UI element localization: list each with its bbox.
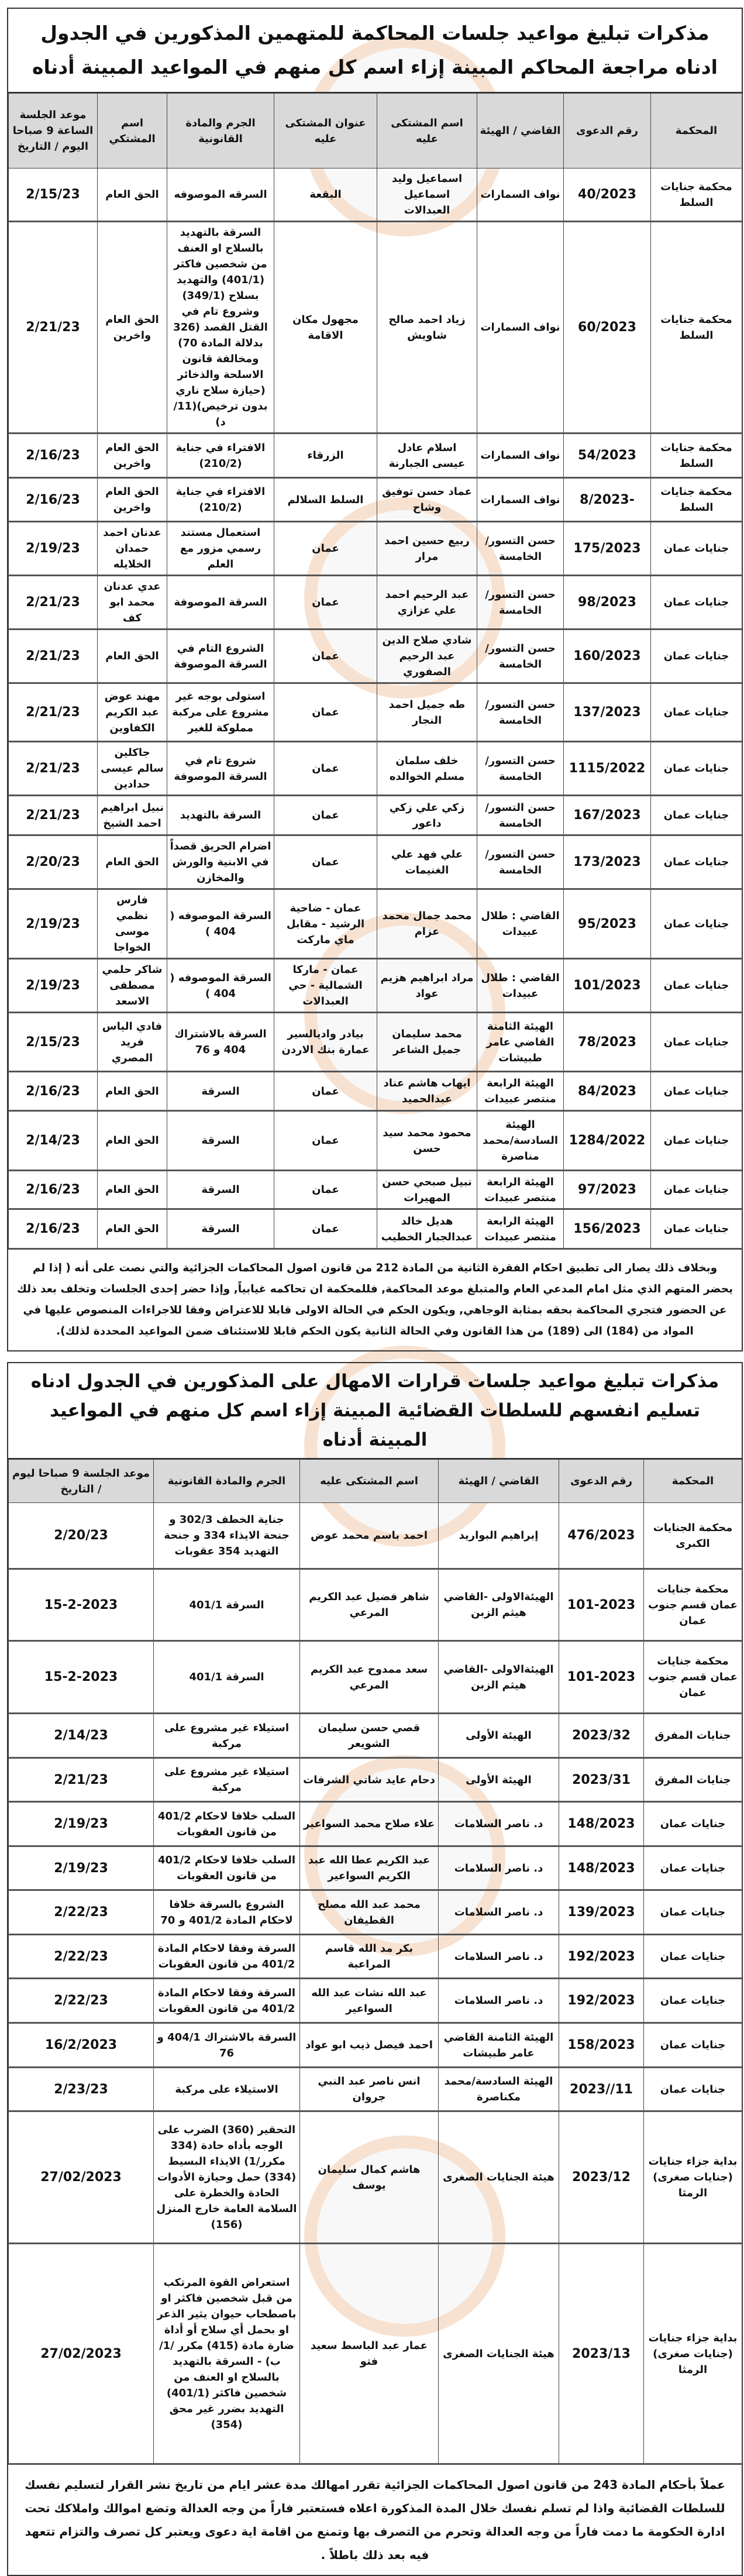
table-row	[9, 1714, 742, 1758]
cell-judge: الهيئة الأولى	[439, 1714, 559, 1758]
cell-case: 192/2023	[559, 1979, 644, 2023]
cell-case: 40/2023	[564, 168, 651, 222]
cell-accused: انس ناصر عبد النبي جروان	[300, 2068, 439, 2111]
cell-accused: اسماعيل وليد اسماعيل العبدالات	[377, 168, 477, 222]
cell-date: 2/16/23	[9, 434, 98, 478]
cell-complainant: الحق العام	[98, 1111, 167, 1171]
cell-crime: استولى بوجه غير مشروع على مركبة مملوكة للغير	[167, 683, 274, 742]
cell-case: 54/2023	[564, 434, 651, 478]
cell-case: 148/2023	[559, 1846, 644, 1890]
cell-crime: السرقة	[167, 1072, 274, 1111]
cell-complainant: شاكر حلمي مصطفى الاسعد	[98, 959, 167, 1013]
table-row	[9, 1171, 742, 1209]
cell-date: 2/16/23	[9, 1209, 98, 1249]
cell-date: 2/21/23	[9, 576, 98, 630]
cell-crime: السرقة	[167, 1209, 274, 1249]
cell-crime: استعمال مستند رسمي مزور مع العلم	[167, 522, 274, 576]
table-row	[9, 630, 742, 683]
table-row	[9, 1641, 742, 1714]
cell-accused: شاهر فضيل عبد الكريم المرعي	[300, 1569, 439, 1641]
cell-crime: استيلاء غير مشروع على مركبة	[154, 1758, 300, 1802]
cell-accused: زياد احمد صالح شاويش	[377, 222, 477, 434]
header-crime: الجرم والمادة القانونية	[154, 1460, 300, 1503]
cell-case: 175/2023	[564, 522, 651, 576]
cell-accused: اسلام عادل عيسى الجبارنة	[377, 434, 477, 478]
table-header-row	[9, 1460, 742, 1503]
header-address: عنوان المشتكى عليه	[274, 94, 377, 168]
cell-crime: السرقة	[167, 1171, 274, 1209]
cell-crime: السرقة 401/1	[154, 1569, 300, 1641]
cell-court: محكمة جنايات السلط	[651, 478, 742, 522]
cell-case: 137/2023	[564, 683, 651, 742]
cell-judge: نواف السمارات	[477, 168, 564, 222]
cell-case: 156/2023	[564, 1209, 651, 1249]
cell-date: 27/02/2023	[9, 2111, 154, 2244]
table-row	[9, 1802, 742, 1846]
cell-judge: حسن التسور/ الخامسة	[477, 630, 564, 683]
cell-accused: مراد ابراهيم هزيم عواد	[377, 959, 477, 1013]
table-row	[9, 835, 742, 889]
cell-date: 2/23/23	[9, 2068, 154, 2111]
cell-judge: الهيئة الرابعة منتصر عبيدات	[477, 1171, 564, 1209]
cell-date: 2/14/23	[9, 1111, 98, 1171]
cell-court: جنايات عمان	[644, 1935, 742, 1979]
cell-date: 2/21/23	[9, 683, 98, 742]
grace-notice-section	[7, 1362, 743, 2576]
cell-court: جنايات عمان	[651, 959, 742, 1013]
cell-date: 2/20/23	[9, 835, 98, 889]
cell-case: 11//2023	[559, 2068, 644, 2111]
cell-judge: الهيئةالاولى -القاضي هيثم الزبن	[439, 1569, 559, 1641]
cell-judge: الهيئة السادسة/محمد مكناصرة	[439, 2068, 559, 2111]
cell-address: عمان - ضاحية الرشيد - مقابل ماي ماركت	[274, 889, 377, 959]
cell-crime: السرقة الموصوفه ( 404 )	[167, 959, 274, 1013]
legal-note-article-212: وبخلاف ذلك يصار الى تطبيق احكام الفقرة الثانية من المادة 212 من قانون اصول المحاكمات الجزائية والتي نصت على أنه ( إذا لم يحضر المتهم الذي مثل امام المدعي العام والمتبلغ موعد المحاكمة, فللمحكمة ان تحاكمه غيابياً, وإذا حضر إحدى الجلسات وتخلف بعد ذلك عن الحضور فتجري المحاكمة بحقه بمثابة الوجاهي, ويكون الحكم في الحالة الاولى قابلا للاعتراض وفقا للاجراءات المنصوص عليها في المواد من (184) الى (189) من هذا القانون وفي الحالة الثانية يكون الحكم قابلا للاستئناف ضمن المواعيد المحددة لذلك).	[16, 1262, 733, 1337]
header-case-number: رقم الدعوى	[559, 1460, 644, 1503]
cell-case: 95/2023	[564, 889, 651, 959]
cell-date: 2/21/23	[9, 796, 98, 835]
cell-court: جنايات المفرق	[644, 1714, 742, 1758]
cell-court: محكمة جنايات السلط	[651, 222, 742, 434]
cell-case: 98/2023	[564, 576, 651, 630]
cell-crime: التحقير (360) الضرب على الوجه بأداه حادة (334 مكرر/1) الايذاء البسيط (334) حمل وحيازة الأدوات الحادة والخطرة على السلامة العامة خارج المنزل (156)	[154, 2111, 300, 2244]
cell-judge: الهيئة الأولى	[439, 1758, 559, 1802]
cell-case: 148/2023	[559, 1802, 644, 1846]
cell-crime: الشروع بالسرقة خلافا لاحكام المادة 401/2 و 70	[154, 1890, 300, 1935]
cell-complainant: الحق العام واخرين	[98, 222, 167, 434]
cell-judge: القاضي : طلال عبيدات	[477, 889, 564, 959]
cell-date: 15-2-2023	[9, 1569, 154, 1641]
cell-case: 97/2023	[564, 1171, 651, 1209]
cell-judge: هيئة الجنايات الصغرى	[439, 2244, 559, 2464]
trial-schedule-table	[8, 93, 742, 1250]
cell-judge: الهيئة الثامنة القاضي عامر طبيشات	[477, 1013, 564, 1072]
cell-case: 1284/2022	[564, 1111, 651, 1171]
cell-judge: الهيئة السادسة/محمد مناصرة	[477, 1111, 564, 1171]
table-row	[9, 478, 742, 522]
cell-accused: محمود محمد سيد حسن	[377, 1111, 477, 1171]
cell-accused: احمد فيصل ذيب ابو عواد	[300, 2023, 439, 2068]
cell-address: عمان	[274, 683, 377, 742]
cell-judge: الهيئة الثامنة القاضي عامر طبيشات	[439, 2023, 559, 2068]
cell-accused: دحام عايد شاتي الشرفات	[300, 1758, 439, 1802]
header-session-date: موعد الجلسة الساعة 9 صباحا اليوم / التاريخ	[9, 94, 98, 168]
cell-court: جنايات عمان	[651, 889, 742, 959]
cell-date: 2/16/23	[9, 478, 98, 522]
cell-accused: عبد الكريم عطا الله عبد الكريم السواعير	[300, 1846, 439, 1890]
cell-court: جنايات عمان	[651, 1013, 742, 1072]
cell-accused: عبد الرحيم احمد علي عزازي	[377, 576, 477, 630]
table-row	[9, 2023, 742, 2068]
cell-accused: قصي حسن سليمان الشويعر	[300, 1714, 439, 1758]
cell-date: 2/15/23	[9, 1013, 98, 1072]
cell-court: جنايات عمان	[651, 576, 742, 630]
cell-address: عمان	[274, 630, 377, 683]
cell-crime: السلب خلافا لاحكام 401/2 من قانون العقوبات	[154, 1846, 300, 1890]
cell-crime: السرقة وفقا لاحكام المادة 401/2 من قانون العقوبات	[154, 1979, 300, 2023]
trial-notice-section	[7, 8, 743, 1351]
cell-accused: هديل خالد عبدالجبار الخطيب	[377, 1209, 477, 1249]
table-row	[9, 1111, 742, 1171]
table-row	[9, 2068, 742, 2111]
cell-case: 101/2023	[564, 959, 651, 1013]
cell-crime: السرقة وفقا لاحكام المادة 401/2 من قانون العقوبات	[154, 1935, 300, 1979]
cell-address: مجهول مكان الاقامة	[274, 222, 377, 434]
cell-crime: السرقة بالتهديد بالسلاح او العنف من شخصين فاكثر (401/1) والتهديد بسلاح (349/1) وشروع تام في القتل القصد (326 بدلالة المادة 70) ومخالفة قانون الاسلحة والذخائر (حيازة سلاح ناري بدون ترخيص)(11/د)	[167, 222, 274, 434]
cell-judge: حسن التسور/ الخامسة	[477, 796, 564, 835]
cell-case: -8/2023	[564, 478, 651, 522]
cell-address: عمان	[274, 1171, 377, 1209]
cell-court: جنايات عمان	[651, 1111, 742, 1171]
cell-crime: اضرام الحريق قصداً في الابنية والورش والمخازن	[167, 835, 274, 889]
cell-crime: شروع تام في السرقة الموصوفة	[167, 742, 274, 796]
table-row	[9, 168, 742, 222]
cell-accused: هاشم كمال سليمان يوسف	[300, 2111, 439, 2244]
cell-judge: إبراهيم البواريد	[439, 1503, 559, 1569]
cell-case: 78/2023	[564, 1013, 651, 1072]
cell-date: 27/02/2023	[9, 2244, 154, 2464]
cell-date: 2/19/23	[9, 1846, 154, 1890]
cell-judge: حسن التسور/ الخامسة	[477, 522, 564, 576]
cell-date: 2/22/23	[9, 1935, 154, 1979]
cell-case: 2023/12	[559, 2111, 644, 2244]
table-row	[9, 1072, 742, 1111]
cell-case: 2023/31	[559, 1758, 644, 1802]
cell-crime: الاستيلاء على مركبة	[154, 2068, 300, 2111]
header-accused: اسم المشتكى عليه	[377, 94, 477, 168]
table-row	[9, 1846, 742, 1890]
cell-complainant: الحق العام	[98, 168, 167, 222]
cell-case: 476/2023	[559, 1503, 644, 1569]
cell-complainant: الحق العام	[98, 1072, 167, 1111]
cell-complainant: فادي الياس فريد المصري	[98, 1013, 167, 1072]
cell-case: 139/2023	[559, 1890, 644, 1935]
cell-date: 2/19/23	[9, 889, 98, 959]
cell-court: جنايات عمان	[644, 1979, 742, 2023]
cell-date: 2/20/23	[9, 1503, 154, 1569]
header-judge: القاضي / الهيئة	[477, 94, 564, 168]
cell-judge: نواف السمارات	[477, 478, 564, 522]
cell-accused: عمار عبد الباسط سعيد فتو	[300, 2244, 439, 2464]
table-row	[9, 2111, 742, 2244]
cell-complainant: الحق العام	[98, 1171, 167, 1209]
cell-judge: د. ناصر السلامات	[439, 1846, 559, 1890]
grace-notice-title: مذكرات تبليغ مواعيد جلسات قرارات الامهال على المذكورين في الجدول ادناه تسليم انفسهم للسلطات القضائية المبينة إزاء اسم كل منهم في المواعيد المبينة أدناه	[8, 1363, 742, 1459]
cell-judge: حسن التسور/ الخامسة	[477, 835, 564, 889]
table-row	[9, 522, 742, 576]
cell-address: بيادر واديالسير عمارة بنك الاردن	[274, 1013, 377, 1072]
cell-case: 60/2023	[564, 222, 651, 434]
cell-address: عمان	[274, 742, 377, 796]
cell-court: جنايات عمان	[651, 522, 742, 576]
cell-date: 2/19/23	[9, 522, 98, 576]
table-row	[9, 1890, 742, 1935]
header-session-date: موعد الجلسة 9 صباحا ليوم / التاريخ	[9, 1460, 154, 1503]
table-row	[9, 2244, 742, 2464]
table-row	[9, 1503, 742, 1569]
cell-date: 2/16/23	[9, 1072, 98, 1111]
cell-judge: حسن التسور/ الخامسة	[477, 576, 564, 630]
header-case-number: رقم الدعوى	[564, 94, 651, 168]
cell-court: بداية جزاء جنايات (جنايات صغرى) الرمثا	[644, 2244, 742, 2464]
table-row	[9, 1758, 742, 1802]
cell-crime: الافتراء في جناية (210/2)	[167, 478, 274, 522]
cell-address: الزرقاء	[274, 434, 377, 478]
cell-court: جنايات عمان	[651, 796, 742, 835]
cell-accused: بكر مد الله قاسم المراعبة	[300, 1935, 439, 1979]
cell-court: جنايات عمان	[651, 742, 742, 796]
cell-court: جنايات عمان	[651, 835, 742, 889]
cell-crime: السرقة الموصوفه ( 404 )	[167, 889, 274, 959]
table-row	[9, 1013, 742, 1072]
cell-address: عمان - ماركا الشمالية - حي العبدالات	[274, 959, 377, 1013]
cell-crime: السرقة الموصوفة	[167, 576, 274, 630]
cell-judge: د. ناصر السلامات	[439, 1935, 559, 1979]
cell-case: 101-2023	[559, 1569, 644, 1641]
cell-court: جنايات عمان	[651, 630, 742, 683]
legal-note-article-243: عملاً بأحكام المادة 243 من قانون اصول المحاكمات الجزائية تقرر امهالك مدة عشر ايام من تاريخ نشر القرار لتسليم نفسك للسلطات القضائية واذا لم تسلم نفسك خلال المدة المذكورة اعلاه فستعتبر فاراً من وجه العدالة وتضع اموالك واملاكك تحت ادارة الحكومة ما دمت فاراً من وجه العدالة وتحرم من التصرف بها وتمنع من اقامة اية دعوى ويعتبر كل تصرف والتزام تتعهد فيه بعد ذلك باطلاً .	[25, 2478, 725, 2562]
cell-case: 2023/32	[559, 1714, 644, 1758]
cell-date: 2/19/23	[9, 959, 98, 1013]
cell-date: 2/21/23	[9, 742, 98, 796]
table-row	[9, 796, 742, 835]
cell-court: جنايات عمان	[651, 1072, 742, 1111]
cell-crime: السرقة 401/1	[154, 1641, 300, 1714]
cell-date: 2/19/23	[9, 1802, 154, 1846]
header-crime: الجرم والمادة القانونية	[167, 94, 274, 168]
cell-court: بداية جزاء جنايات (جنايات صغرى) الرمثا	[644, 2111, 742, 2244]
cell-complainant: الحق العام	[98, 630, 167, 683]
table-row	[9, 576, 742, 630]
cell-judge: القاضي : طلال عبيدات	[477, 959, 564, 1013]
cell-case: 173/2023	[564, 835, 651, 889]
table-row	[9, 1209, 742, 1249]
cell-complainant: الحق العام	[98, 835, 167, 889]
table-row	[9, 889, 742, 959]
header-complainant: اسم المشتكي	[98, 94, 167, 168]
cell-crime: استيلاء غير مشروع على مركبة	[154, 1714, 300, 1758]
cell-complainant: نبيل ابراهيم احمد الشيخ	[98, 796, 167, 835]
cell-court: جنايات عمان	[644, 1802, 742, 1846]
cell-crime: استعراض القوة المرتكب من قبل شخصين فاكثر او باصطحاب حيوان يثير الذعر او بحمل أي سلاح أو أداة ضارة مادة (415) مكرر /1/ب) - السرقة بالتهديد بالسلاح او العنف من شخصين فاكثر (401/1) التهديد بضرر غير محق (354)	[154, 2244, 300, 2464]
cell-case: 2023/13	[559, 2244, 644, 2464]
cell-judge: حسن التسور/ الخامسة	[477, 683, 564, 742]
cell-address: عمان	[274, 1111, 377, 1171]
table-row	[9, 1935, 742, 1979]
cell-judge: الهيئة الرابعة منتصر عبيدات	[477, 1072, 564, 1111]
table-row	[9, 222, 742, 434]
cell-address: عمان	[274, 576, 377, 630]
cell-complainant: الحق العام واخرين	[98, 478, 167, 522]
cell-court: جنايات عمان	[651, 1171, 742, 1209]
header-accused: اسم المشتكى عليه	[300, 1460, 439, 1503]
cell-court: محكمة جنايات عمان قسم جنوب عمان	[644, 1569, 742, 1641]
cell-case: 1115/2022	[564, 742, 651, 796]
table-row	[9, 742, 742, 796]
cell-accused: شادي صلاح الدين عبد الرحيم الصفوري	[377, 630, 477, 683]
cell-address: عمان	[274, 1072, 377, 1111]
cell-address: عمان	[274, 1209, 377, 1249]
cell-address: عمان	[274, 522, 377, 576]
cell-crime: السلب خلافا لاحكام 401/2 من قانون العقوبات	[154, 1802, 300, 1846]
cell-judge: الهيئة الرابعة منتصر عبيدات	[477, 1209, 564, 1249]
cell-accused: علاء صلاح محمد السواعير	[300, 1802, 439, 1846]
cell-accused: محمد عبد الله مصلح القطيفان	[300, 1890, 439, 1935]
cell-court: محكمة جنايات السلط	[651, 434, 742, 478]
cell-date: 16/2/2023	[9, 2023, 154, 2068]
table-row	[9, 959, 742, 1013]
cell-accused: ايهاب هاشم عناد عبدالحميد	[377, 1072, 477, 1111]
cell-judge: د. ناصر السلامات	[439, 1979, 559, 2023]
cell-date: 2/16/23	[9, 1171, 98, 1209]
grace-schedule-table	[8, 1459, 742, 2465]
table-row	[9, 683, 742, 742]
cell-court: جنايات عمان	[644, 1890, 742, 1935]
cell-judge: نواف السمارات	[477, 222, 564, 434]
cell-complainant: الحق العام	[98, 1209, 167, 1249]
cell-crime: السرقة بالاشتراك 404/1 و 76	[154, 2023, 300, 2068]
cell-date: 2/15/23	[9, 168, 98, 222]
cell-court: جنايات المفرق	[644, 1758, 742, 1802]
table-row	[9, 1979, 742, 2023]
cell-court: جنايات عمان	[651, 683, 742, 742]
header-judge: القاضي / الهيئة	[439, 1460, 559, 1503]
cell-address: عمان	[274, 835, 377, 889]
cell-address: عمان	[274, 796, 377, 835]
cell-crime: السرقة بالاشتراك 404 و 76	[167, 1013, 274, 1072]
cell-complainant: عدنان احمد حمدان الخلايله	[98, 522, 167, 576]
cell-crime: السرقة	[167, 1111, 274, 1171]
cell-date: 2/21/23	[9, 630, 98, 683]
table-row	[9, 434, 742, 478]
cell-date: 2/22/23	[9, 1979, 154, 2023]
trial-notice-title: مذكرات تبليغ مواعيد جلسات المحاكمة للمتهمين المذكورين في الجدول ادناه مراجعة المحاكم المبينة إزاء اسم كل منهم في المواعيد المبينة أدناه	[8, 9, 742, 93]
table-header-row	[9, 94, 742, 168]
cell-complainant: مهند عوض عبد الكريم الكفاوين	[98, 683, 167, 742]
cell-case: 84/2023	[564, 1072, 651, 1111]
cell-address: البقعة	[274, 168, 377, 222]
cell-accused: طه جميل احمد النجار	[377, 683, 477, 742]
cell-crime: السرقه الموصوفه	[167, 168, 274, 222]
cell-crime: السرقة بالتهديد	[167, 796, 274, 835]
cell-case: 160/2023	[564, 630, 651, 683]
cell-accused: سعد ممدوح عبد الكريم المرعي	[300, 1641, 439, 1714]
cell-judge: د. ناصر السلامات	[439, 1802, 559, 1846]
cell-court: جنايات عمان	[644, 2068, 742, 2111]
cell-date: 15-2-2023	[9, 1641, 154, 1714]
cell-accused: نبيل صبحي حسن المهيرات	[377, 1171, 477, 1209]
header-court: المحكمة	[651, 94, 742, 168]
cell-court: محكمة الجنايات الكبرى	[644, 1503, 742, 1569]
cell-case: 167/2023	[564, 796, 651, 835]
cell-crime: الافتراء في جناية (210/2)	[167, 434, 274, 478]
cell-complainant: فارس نظمي موسى الخواجا	[98, 889, 167, 959]
cell-accused: علي فهد علي الغنيمات	[377, 835, 477, 889]
cell-accused: خلف سلمان مسلم الخوالده	[377, 742, 477, 796]
cell-court: محكمة جنايات السلط	[651, 168, 742, 222]
cell-date: 2/21/23	[9, 222, 98, 434]
cell-accused: محمد جمال محمد عزام	[377, 889, 477, 959]
cell-court: جنايات عمان	[644, 2023, 742, 2068]
cell-address: السلط السلالم	[274, 478, 377, 522]
cell-date: 2/14/23	[9, 1714, 154, 1758]
cell-judge: د. ناصر السلامات	[439, 1890, 559, 1935]
cell-complainant: الحق العام واخرين	[98, 434, 167, 478]
cell-case: 158/2023	[559, 2023, 644, 2068]
cell-court: جنايات عمان	[651, 1209, 742, 1249]
cell-judge: نواف السمارات	[477, 434, 564, 478]
cell-crime: الشروع التام في السرقة الموصوفة	[167, 630, 274, 683]
cell-crime: جناية الخطف 302/3 و جنحة الايذاء 334 و جنحة التهديد 354 عقوبات	[154, 1503, 300, 1569]
cell-complainant: جاكلين سالم عيسى حدادين	[98, 742, 167, 796]
table-row	[9, 1569, 742, 1641]
cell-accused: عبد الله نشات عبد الله السواعير	[300, 1979, 439, 2023]
cell-judge: حسن التسور/ الخامسة	[477, 742, 564, 796]
cell-court: جنايات عمان	[644, 1846, 742, 1890]
cell-date: 2/21/23	[9, 1758, 154, 1802]
cell-court: محكمة جنايات عمان قسم جنوب عمان	[644, 1641, 742, 1714]
cell-judge: هيئة الجنايات الصغرى	[439, 2111, 559, 2244]
cell-complainant: عدي عدنان محمد ابو كف	[98, 576, 167, 630]
cell-case: 101-2023	[559, 1641, 644, 1714]
cell-accused: ربيع حسين احمد مرار	[377, 522, 477, 576]
cell-judge: الهيئةالاولى -القاضي هيثم الزبن	[439, 1641, 559, 1714]
cell-case: 192/2023	[559, 1935, 644, 1979]
header-court: المحكمة	[644, 1460, 742, 1503]
cell-accused: زكي علي زكي داعور	[377, 796, 477, 835]
cell-date: 2/22/23	[9, 1890, 154, 1935]
cell-accused: محمد سليمان جميل الشاعر	[377, 1013, 477, 1072]
cell-accused: احمد باسم محمد عوض	[300, 1503, 439, 1569]
cell-accused: عماد حسن توفيق وشاح	[377, 478, 477, 522]
